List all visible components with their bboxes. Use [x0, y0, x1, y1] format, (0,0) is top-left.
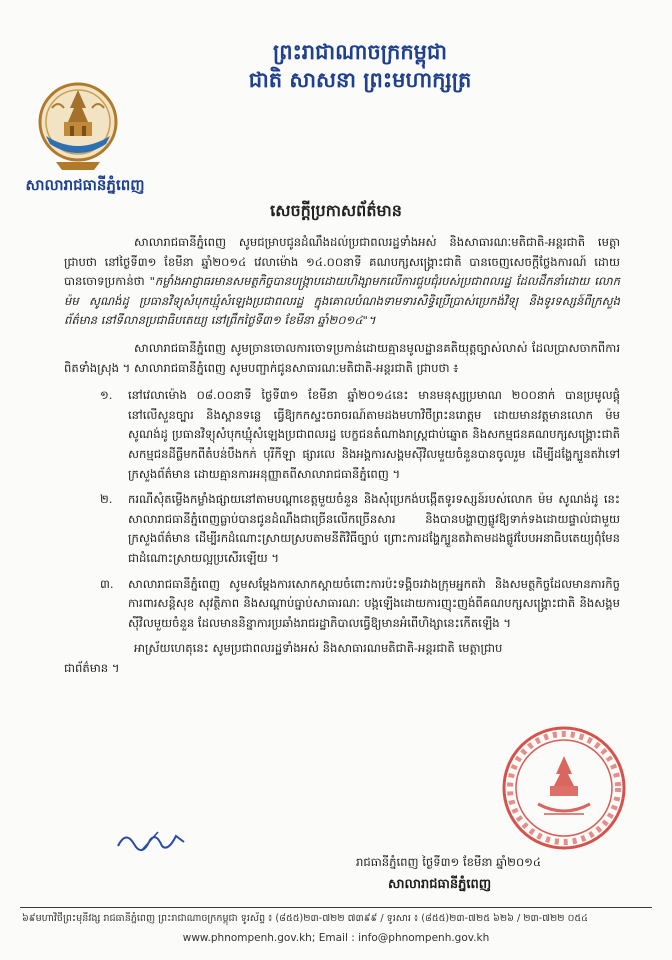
signature-date: រាជធានីភ្នំពេញ ថ្ងៃទី៣១ ខែមីនា ឆ្នាំ២០១៤ — [356, 855, 542, 869]
organization-name: សាលារាជធានីភ្នំពេញ — [25, 176, 145, 194]
intro-paragraph — [64, 233, 620, 331]
list-item-text: នៅវេលាម៉ោង ០៨.០០នាទី ថ្ងៃទី៣១ ខែមីនា ឆ្នាំ២០១៤នេះ មានមនុស្សប្រមាណ ២០០នាក់ បានប្រមូលផ្តុំនៅលើសួនច្បារ និងស្ពានទន្លេ ធ្វើឱ្យកកស្ទះចរាចរណ៍តាមដងមហាវិថីព្រះនរោត្តម ដោយមានវត្តមានលោក ម៉ម សូណង់ដូ ប្រធានវិទ្យុសំបុកឃ្មុំសំឡេងប្រជាពលរដ្ឋ បេក្ខជនតំណាងរាស្ត្រជាប់ឆ្នោត និងសកម្មជនគណបក្សសង្គ្រោះជាតិ សកម្មជនដីធ្លីមកពីតំបន់បឹងកក់ បុរីកីឡា ផ្សារលេ និងអង្គការសង្គមស៊ីវិលមួយចំនួនបានចូលរួម ដើម្បីដង្ហែក្បួនតវ៉ាទៅក្រសួងព័ត៌មាន ដោយគ្មានការអនុញ្ញាតពីសាលារាជធានីភ្នំពេញ ។ — [128, 388, 620, 481]
footer-separator: ; — [311, 932, 316, 944]
closing-paragraph — [64, 639, 620, 678]
list-item-number: ៣. — [100, 576, 114, 591]
city-hall-emblem-icon — [36, 78, 120, 174]
closing-text-end: ជាព័ត៌មាន ។ — [64, 660, 120, 675]
list-item-number: ២. — [100, 492, 113, 507]
national-motto: ជាតិ សាសនា ព្រះមហាក្សត្រ — [248, 67, 472, 92]
list-item-number: ១. — [100, 388, 113, 403]
footer-address: ៦៩មហាវិថីព្រះមុនីវង្ស រាជធានីភ្នំពេញ ព្រះរាជាណាចក្រកម្ពុជា ទូរស័ព្ទ ៖ (៨៥៥)២៣-៧២២ ៧៣៩៩ / ទូរសារ ៖ (៨៥៥)២៣-៧២៥ ៦២៦ / ២៣-៧២២ ០៥៤ — [22, 913, 588, 924]
list-item-text: សាលារាជធានីភ្នំពេញ សូមសម្តែងការសោកស្តាយចំពោះការប៉ះទង្គិចរវាងក្រុមអ្នកតវ៉ា និងសមត្ថកិច្ចដែលមានភារកិច្ចការពារសន្តិសុខ សុវត្ថិភាព និងសណ្តាប់ធ្នាប់សាធារណៈ បង្កឡើងដោយការញុះញង់ពីគណបក្សសង្គ្រោះជាតិ និងសង្គមស៊ីវិលមួយចំនួន ដែលមាននិន្នាការប្រឆាំងរាជរដ្ឋាភិបាលធ្វើឱ្យមានអំពើហិង្សានេះកើតឡើង ។ — [128, 576, 620, 630]
initials-signature-icon — [112, 826, 192, 856]
document-title: សេចក្តីប្រកាសព័ត៌មាន — [270, 201, 402, 220]
list-item — [90, 386, 620, 484]
official-seal-icon — [498, 722, 630, 854]
list-item — [90, 575, 620, 634]
website-link[interactable]: www.phnompenh.gov.kh — [182, 932, 312, 944]
list-item — [90, 490, 620, 568]
footer-contact — [0, 932, 672, 944]
list-item-text: ករណីសុំតម្លើងកម្លាំងផ្សាយនៅតាមបណ្តាខេត្តមួយចំនួន និងសុំប្រេកង់បង្កើតទូរទស្សន៍របស់លោក ម៉ម សូណង់ដូ នេះ សាលារាជធានីភ្នំពេញធ្លាប់បានជូនដំណឹងជាច្រើនលើកច្រើនសារ និងបានបង្ហាញផ្លូវឱ្យទាក់ទងដោយផ្ទាល់ជាមួយក្រសួងព័ត៌មាន ដើម្បីរកដំណោះស្រាយស្របតាមនីតិវិធីច្បាប់ ព្រោះការដង្ហែក្បួនតវ៉ាតាមដងផ្លូវបែបអនាធិបតេយ្យពុំមែនជាដំណោះស្រាយល្អប្រសើរឡើយ ។ — [128, 492, 620, 565]
email-label: Email : — [318, 932, 355, 944]
footer-divider — [20, 907, 652, 908]
email-link[interactable]: info@phnompenh.gov.kh — [358, 932, 490, 944]
intro-quote: "កម្លាំងអាជ្ញាធរមានសមត្ថកិច្ចបានបង្ក្រាបដោយហិង្សាមកលើការជួបជុំរបស់ប្រជាពលរដ្ឋ ដែលដឹកនាំដោយ លោក ម៉ម សូណង់ដូ ប្រធានវិទ្យុសំបុកឃ្មុំសំឡេងប្រជាពលរដ្ឋ ក្នុងគោលបំណងទាមទារសិទ្ធិប្រើប្រាស់ប្រេកង់វិទ្យុ និងទូរទស្សន៍ពីក្រសួងព័ត៌មាន នៅទីលានប្រជាធិបតេយ្យ នៅព្រឹកថ្ងៃទី៣១ ខែមីនា ឆ្នាំ២០១៤"។ — [64, 274, 621, 328]
kingdom-name: ព្រះរាជាណាចក្រកម្ពុជា — [272, 39, 447, 64]
kingdom-header — [180, 38, 540, 94]
announcement-body — [64, 233, 620, 678]
intro-text: សាលារាជធានីភ្នំពេញ សូមជម្រាបជូនដំណឹងដល់ប្រជាពលរដ្ឋទាំងអស់ និងសាធារណៈមតិជាតិ-អន្តរជាតិ មេត្តាជ្រាបថា នៅថ្ងៃទី៣១ ខែមីនា ឆ្នាំ២០១៤ វេលាម៉ោង ១៤.០០នាទី គណបក្សសង្គ្រោះជាតិ បានចេញសេចក្តីថ្លែងការណ៍ ដោយបានចោទប្រកាន់ថា — [64, 235, 620, 289]
rebuttal-paragraph: សាលារាជធានីភ្នំពេញ សូមច្រានចោលការចោទប្រកាន់ដោយគ្មានមូលដ្ឋានគតិយុត្តច្បាស់លាស់ ដែលប្រាសចាកពីការពិតទាំងស្រុង ។ សាលារាជធានីភ្នំពេញ សូមបញ្ជាក់ជូនសាធារណៈមតិជាតិ-អន្តរជាតិ ជ្រាបថា ៖ — [64, 340, 620, 375]
closing-text: អាស្រ័យហេតុនេះ សូមប្រជាពលរដ្ឋទាំងអស់ និងសាធារណមតិជាតិ-អន្តរជាតិ មេត្តាជ្រាប — [134, 641, 503, 656]
signature-organization: សាលារាជធានីភ្នំពេញ — [388, 877, 492, 892]
